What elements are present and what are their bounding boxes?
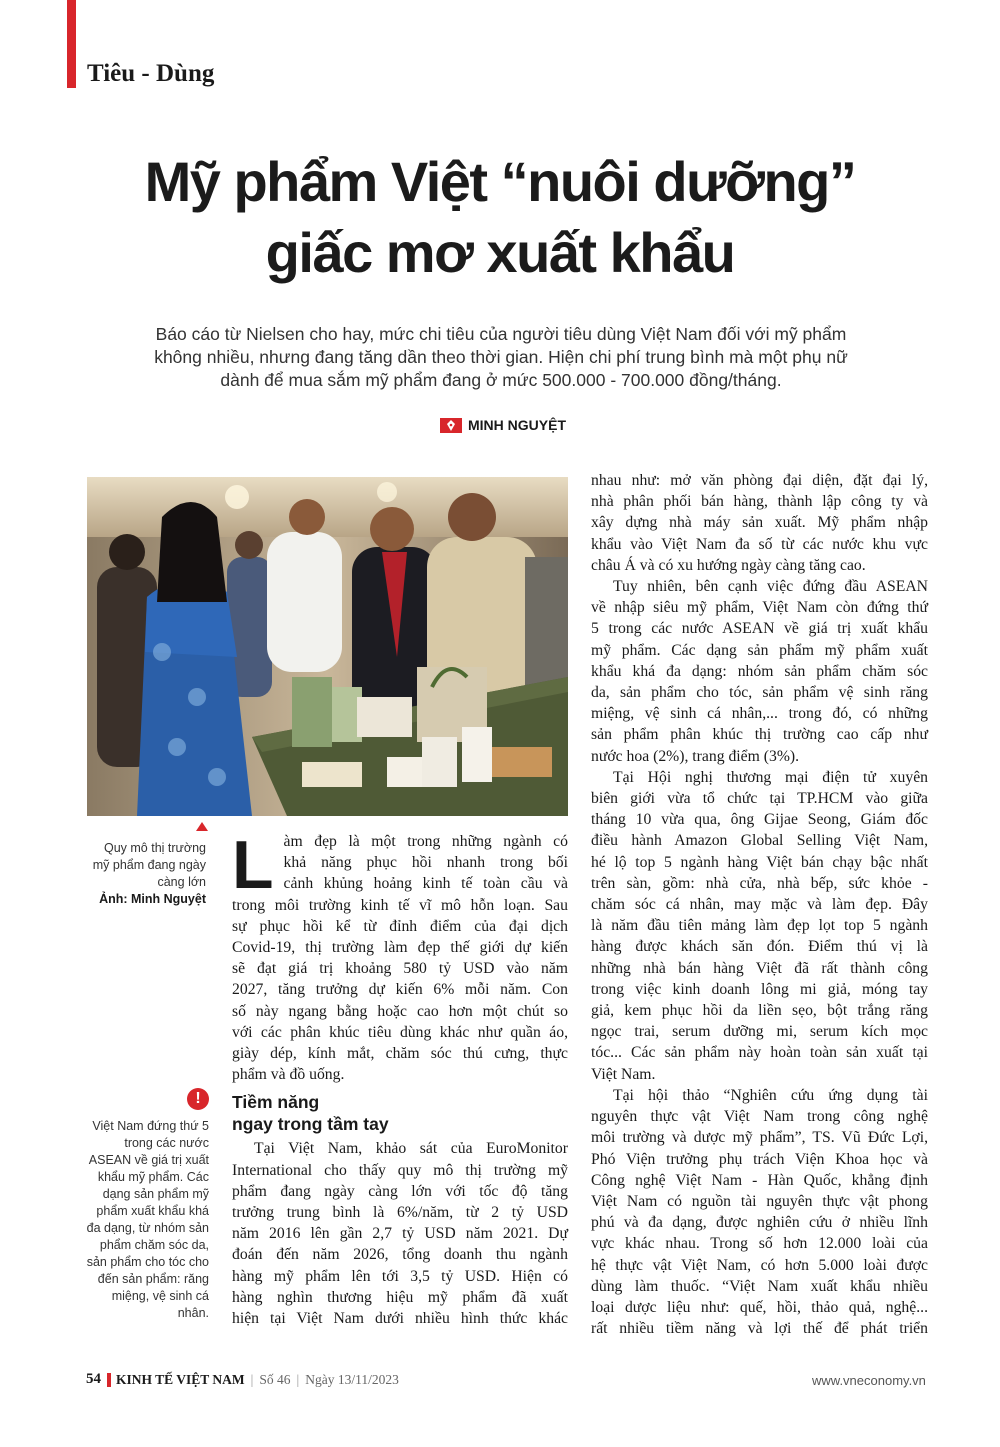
text-line: đoán đến năm 2026, tổng doanh thu ngành [232,1246,568,1264]
text-line: điều hành Amazon Global Selling Việt Nam, [591,832,928,850]
subhead-line-1: Tiềm năng [232,1092,320,1113]
byline [440,415,566,435]
page-number: 54 [86,1371,101,1387]
text-line: về nhập siêu mỹ phẩm, Việt Nam còn đứng thứ [591,599,928,617]
subhead [232,1091,568,1135]
text-line: khả năng phục hồi nhanh trong bối [283,854,568,872]
article-column-a [232,827,568,1329]
text-line: 5 trong các nước ASEAN về giá trị xuất khẩu [591,620,928,638]
text-line: Tại Hội nghị thương mại điện tử xuyên [613,768,928,786]
text-line: rất nhiều tiềm năng và lợi thế để phát triển [591,1320,928,1338]
text-line: xây dựng nhà máy sản xuất. Mỹ phẩm nhập [591,514,928,532]
text-line: với các phân khúc tiêu dùng khác như quần áo, [232,1023,568,1041]
text-line: tháng 10 vừa qua, ông Gijae Seong, Giám đốc [591,811,928,829]
photo-credit: Ảnh: Minh Nguyệt [99,892,206,906]
text-line: những nhà bán hàng Việt đã rất thành công [591,959,928,977]
text-line: môi trường và dược mỹ phẩm”, TS. Vũ Đức Lợi, [591,1129,928,1147]
text-line: số này ngang bằng hoặc cao hơn một chút so [232,1002,568,1020]
text-line: giả, kem phục hồi da liền sẹo, bột trắng răng [591,1002,928,1020]
text-line: hé lộ top 5 ngành hàng Việt bán chạy bậc nhất [591,853,928,871]
text-line: International cho thấy quy mô thị trường mỹ [232,1161,568,1179]
section-label: Tiêu - Dùng [87,60,215,87]
dropcap: L [232,827,274,903]
text-line: hiện tại Việt Nam dưới nhiều hình thức khác [232,1310,568,1328]
text-line: mỹ phẩm. Các dạng sản phẩm mỹ phẩm xuất [591,641,928,659]
section-accent-bar [67,0,76,88]
text-line: năm 2016 lên gần 2,7 tỷ USD năm 2021. Dự [232,1225,568,1243]
text-line: vực khác nhau. Trong số hơn 12.000 loài của [591,1235,928,1253]
website-url: www.vneconomy.vn [812,1373,926,1388]
text-line: trưởng trung bình là 6%/năm, từ 2 tỷ USD [232,1204,568,1222]
text-line: phú và đa dạng, được nghiên cứu ở nhiều lĩnh [591,1214,928,1232]
text-line: trong môi trường kinh tế vĩ mô hỗn loạn. Sau [232,896,568,914]
text-line: 2027, tăng trưởng dự kiến 6% mỗi năm. Con [232,981,568,999]
headline-line-2: giấc mơ xuất khẩu [265,221,735,284]
text-line: hàng được khách săn đón. Điểm thú vị là [591,938,928,956]
text-line: sản phẩm phân khúc thị trường cao cấp như [591,726,928,744]
article-column-b [591,470,928,1339]
text-line: phẩm và đồ uống. [232,1066,345,1084]
text-line: ngọc trai, serum dưỡng mi, serum kích mọc [591,1023,928,1041]
text-line: biên giới vừa tổ chức tại TP.HCM vào giữa [591,790,928,808]
text-line: cảnh khủng hoảng kinh tế toàn cầu và [283,875,568,893]
text-line: nguyên thực vật Việt Nam trong công nghệ [591,1108,928,1126]
text-line: nhà phân phối bán hàng, thành lập công ty và [591,493,928,511]
text-line: Công nghệ Việt Nam - Hàn Quốc, khẳng định [591,1171,928,1189]
text-line: Việt Nam. [591,1065,656,1083]
text-line: Covid-19, thị trường làm đẹp thế giới dự kiến [232,939,568,957]
magazine-name: KINH TẾ VIỆT NAM [116,1371,245,1387]
headline-line-1: Mỹ phẩm Việt “nuôi dưỡng” [144,150,856,213]
text-line: Tuy nhiên, bên cạnh việc đứng đầu ASEAN [613,578,928,596]
text-line: chăm sóc cá nhân, may mặc và làm đẹp. Đây [591,896,928,914]
footer-accent-bar [107,1373,111,1387]
caption-marker-icon [196,822,208,831]
text-line: là năm đầu tiên mảng làm đẹp lọt top 5 ngành [591,917,928,935]
text-line: da, sản phẩm cho tóc, sản phẩm vệ sinh răng [591,684,928,702]
text-line: tóc... Các sản phẩm này hoàn toàn sản xuất tại [591,1044,928,1062]
text-line: hàng mỹ phẩm lên tới 3,5 tỷ USD. Hiện có [232,1267,568,1285]
photo-caption-text: Quy mô thị trường mỹ phẩm đang ngày càng lớn [92,841,206,889]
issue-number: Số 46 [259,1371,291,1387]
page-footer [86,1371,399,1388]
text-line: châu Á và có xu hướng ngày càng tăng cao. [591,556,866,574]
text-line: Việt Nam có nguồn tài nguyên thực vật phong [591,1192,928,1210]
footer-separator: | [250,1371,254,1387]
byline-author: MINH NGUYỆT [468,417,566,433]
text-line: Phó Viện trưởng phụ trách Viện Khoa học và [591,1150,928,1168]
text-line: trong việc kinh doanh lông mi giả, móng tay [591,980,928,998]
text-line: nước hoa (2%), trang điểm (3%). [591,747,800,765]
text-line: hàng nghìn thương hiệu mỹ phẩm đã xuất [232,1288,568,1306]
text-line: giày dép, kính mắt, chăm sóc thú cưng, thực [232,1045,568,1063]
article-photo [87,477,568,816]
exclamation-icon: ! [187,1088,209,1110]
text-line: dùng làm thuốc. “Việt Nam xuất khẩu nhiều [591,1277,928,1295]
text-line: àm đẹp là một trong những ngành có [283,833,568,850]
text-line: khẩu khá đa dạng: nhóm sản phẩm chăm sóc [591,662,928,680]
text-line: khẩu vào Việt Nam đa số từ các nước khu vực [591,535,928,553]
pen-icon [440,418,462,433]
issue-date: Ngày 13/11/2023 [305,1371,399,1387]
photo-caption [84,840,206,908]
lead-paragraph: Báo cáo từ Nielsen cho hay, mức chi tiêu của người tiêu dùng Việt Nam đối với mỹ phẩm không nhiều, nhưng đang tăng dần theo thời gian. Hiện chi phí trung bình mà một phụ nữ dành để mua sắm mỹ phẩm đang ở mức 500.000 - 700.000 đồng/tháng. [154,324,848,390]
text-line: trên sàn, gồm: nhà cửa, nhà bếp, sức khỏe - [591,874,928,892]
text-line: miệng, vệ sinh cá nhân,... trong đó, có những [591,705,928,723]
text-line: Tại hội thảo “Nghiên cứu ứng dụng tài [613,1086,928,1104]
text-line: sẽ đạt giá trị khoảng 580 tỷ USD vào năm [232,960,568,978]
text-line: nhau như: mở văn phòng đại diện, đặt đại lý, [591,472,928,489]
text-line: hệ thực vật Việt Nam, có hơn 5.000 loài được [591,1256,928,1274]
text-line: Tại Việt Nam, khảo sát của EuroMonitor [254,1140,568,1158]
text-line: loại dược liệu như: quế, hồi, thảo quả, nghệ... [591,1298,928,1316]
text-line: sự phục hồi kể từ đỉnh điểm của đại dịch [232,917,568,935]
text-line: phẩm đang ngày càng lớn với tốc độ tăng [232,1182,568,1200]
pull-quote: Việt Nam đứng thứ 5 trong các nước ASEAN về giá trị xuất khẩu mỹ phẩm. Các dạng sản phẩm mỹ phẩm xuất khẩu khá đa dạng, từ nhóm sản phẩm chăm sóc da, sản phẩm cho tóc cho đến sản phẩm: răng miệng, vệ sinh cá nhân. [86,1119,209,1320]
footer-separator: | [296,1371,300,1387]
subhead-line-2: ngay trong tầm tay [232,1114,389,1135]
headline [100,146,900,288]
